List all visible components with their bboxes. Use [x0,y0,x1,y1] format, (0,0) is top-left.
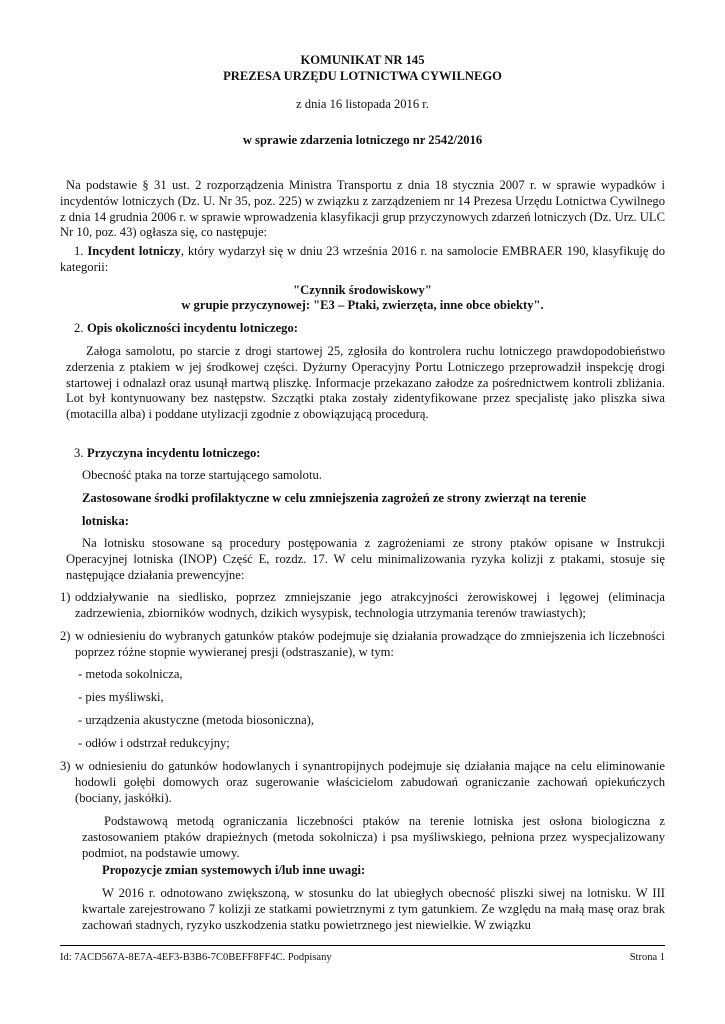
measure-item-1-number: 1) [60,590,71,604]
section-1-number: 1. [74,244,84,258]
measures-heading-line-1: Zastosowane środki profilaktyczne w celu zmniejszenia zagrożeń ze strony zwierząt na terenie [82,491,587,505]
title-line-1: KOMUNIKAT NR 145 [300,53,425,67]
section-2-number: 2. [74,321,84,335]
cause-text: Obecność ptaka na torze startującego samolotu. [82,468,322,482]
section-3-number: 3. [74,446,84,460]
category-line-2: w grupie przyczynowej: "E3 – Ptaki, zwierzęta, inne obce obiekty". [181,298,544,312]
measure-item-2-number: 2) [60,629,71,643]
section-2-paragraph: Załoga samolotu, po starcie z drogi startowej 25, zgłosiła do kontrolera ruchu lotniczego prawdopodobieństwo zderzenia z ptakiem w jej środkowej części. Dyżurny Operacyjny Portu Lotniczego przeprowadził inspekcję drogi startowej i odnalazł oraz usunął martwą pliszkę. Informacje przekazano załodze za pośrednictwem kontroli zbliżania. Lot był kontynuowany bez następstw. Szczątki ptaka zostały zidentyfikowane przez specjalistę jako pliszka siwa (motacilla alba) i poddane utylizacji zgodnie z obowiązującą procedurą. [66,344,665,422]
footer-divider [60,945,665,946]
bullet-item: - metoda sokolnicza, [78,667,183,681]
section-3-heading: Przyczyna incydentu lotniczego: [87,446,261,460]
category-line-1: "Czynnik środowiskowy" [293,283,432,297]
measure-item-3-number: 3) [60,759,71,773]
footer-document-id: Id: 7ACD567A-8E7A-4EF3-B3B6-7C0BEFF8FF4C. Podpisany [60,952,332,963]
footer-page-number: Strona 1 [629,952,665,963]
document-date: z dnia 16 listopada 2016 r. [296,97,429,111]
measure-item-2-text: w odniesieniu do wybranych gatunków ptaków podejmuje się działania prowadzące do zmniejszenia ich liczebności poprzez różne stopnie wywieranej presji (odstraszanie), w tym: [75,629,665,659]
intro-paragraph: Na podstawie § 31 ust. 2 rozporządzenia Ministra Transportu z dnia 18 stycznia 2007 r. w sprawie wypadków i incydentów lotniczych (Dz. U. Nr 35, poz. 225) w związku z zarządzeniem nr 14 Prezesa Urzędu Lotnictwa Cywilnego z dnia 14 grudnia 2006 r. w sprawie wprowadzenia klasyfikacji grup przyczynowych zdarzeń lotniczych (Dz. Urz. ULC Nr 10, poz. 43) ogłasza się, co następuje: [60,178,665,240]
document-title [0,52,725,84]
section-1 [60,244,665,276]
bullet-item: - pies myśliwski, [78,690,164,704]
measure-item-1-text: oddziaływanie na siedlisko, poprzez zmniejszanie jego atrakcyjności żerowiskowej i lęgowej (eliminacja zadrzewienia, zbiorników wodnych, dzikich wysypisk, technologia utrzymania terenów trawiastych); [75,590,665,620]
measures-heading-line-2: lotniska: [82,514,129,528]
measure-item-3-text: w odniesieniu do gatunków hodowlanych i synantropijnych podejmuje się działania mające na celu eliminowanie hodowli gołębi domowych oraz sugerowanie właścicielom zabudowań ograniczanie zachowań opiekuńczych (bociany, jaskółki). [75,759,665,805]
proposals-heading: Propozycje zmian systemowych i/lub inne uwagi: [102,863,366,877]
basic-method-paragraph: Podstawową metodą ograniczania liczebności ptaków na terenie lotniska jest osłona biologiczna z zastosowaniem ptaków drapieżnych (metoda sokolnicza) i psa myśliwskiego, pełniona przez wyspecjalizowany podmiot, na podstawie umowy. [82,814,665,860]
bullet-item: - odłów i odstrzał redukcyjny; [78,736,230,750]
measures-paragraph: Na lotnisku stosowane są procedury postępowania z zagrożeniami ze strony ptaków opisane w Instrukcji Operacyjnej lotniska (INOP) Część E, rozdz. 17. W celu minimalizowania ryzyka kolizji z ptakami, stosuje się następujące działania prewencyjne: [66,536,665,582]
section-2-heading: Opis okoliczności incydentu lotniczego: [87,321,298,335]
title-line-2: PREZESA URZĘDU LOTNICTWA CYWILNEGO [223,69,502,83]
proposals-paragraph: W 2016 r. odnotowano zwiększoną, w stosunku do lat ubiegłych obecność pliszki siwej na lotnisku. W III kwartale zarejestrowano 7 kolizji ze statkami powietrznymi z tym gatunkiem. Ze względu na małą masę oraz brak zachowań stadnych, ryzyko uszkodzenia statku powietrznego jest niewielkie. W związku [82,886,665,932]
bullet-item: - urządzenia akustyczne (metoda biosoniczna), [78,713,315,727]
section-1-text: , który wydarzył się w dniu 23 września 2016 r. na samolocie EMBRAER 190, klasyfikuję do kategorii: [60,244,666,274]
section-1-heading: Incydent lotniczy [87,244,181,258]
document-subject: w sprawie zdarzenia lotniczego nr 2542/2016 [242,133,483,147]
